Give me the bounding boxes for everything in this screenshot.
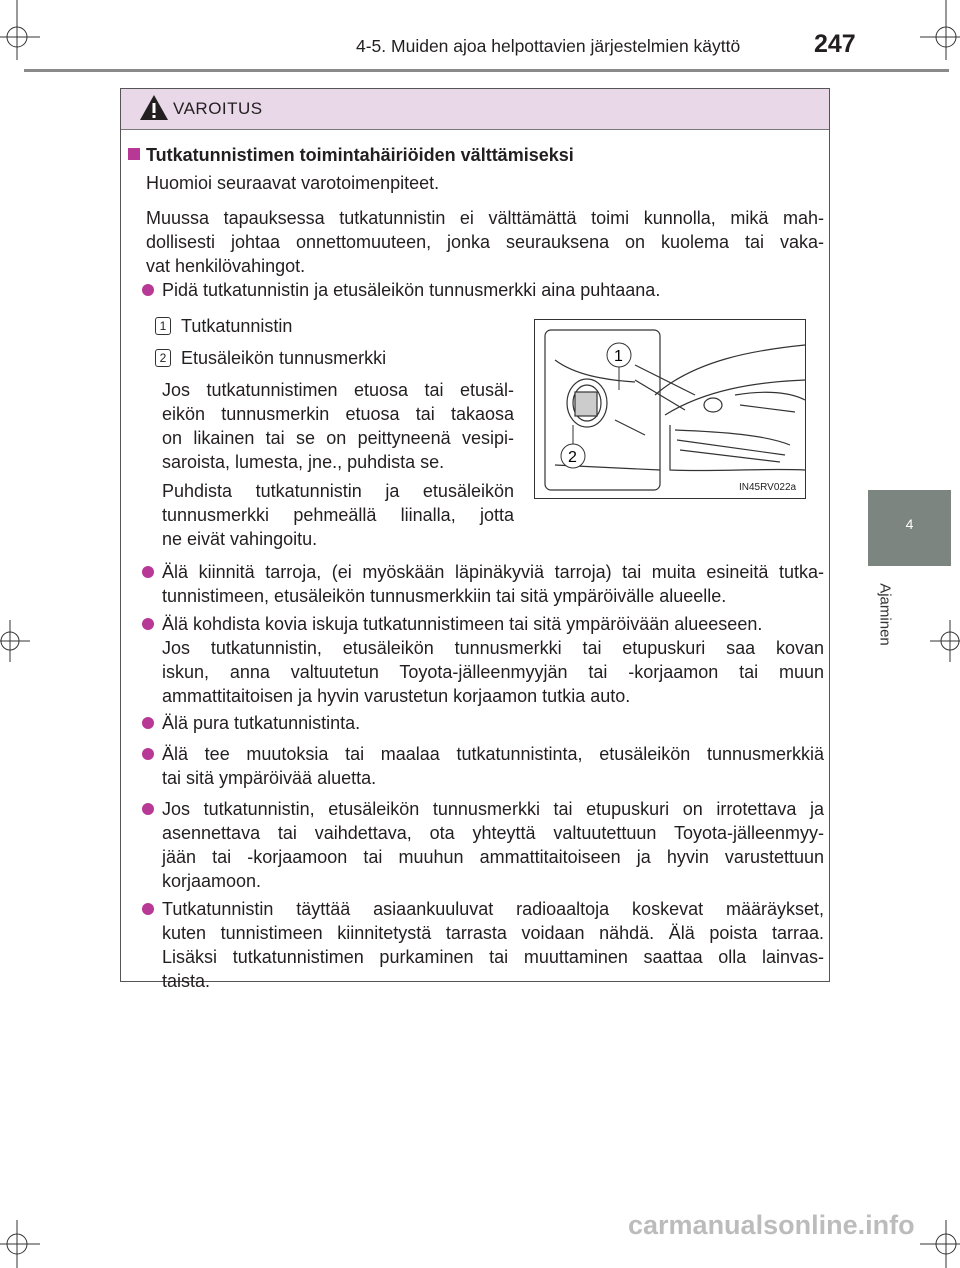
header-divider — [24, 69, 949, 72]
clean-note-line: Jos tutkatunnistimen etuosa tai etusäl- — [162, 380, 514, 400]
legend-number: 1 — [155, 317, 171, 335]
bullet-line: Tutkatunnistin täyttää asiaankuuluvat radioaaltoja koskevat määräykset, — [162, 899, 824, 919]
consequence-line: Muussa tapauksessa tutkatunnistin ei välttämättä toimi kunnolla, mikä mah- — [146, 208, 824, 228]
bullet-dot-icon — [142, 618, 154, 630]
figure-callout-2: 2 — [568, 449, 577, 466]
bullet-line: jään tai -korjaamoon tai muuhun ammattitaitoiseen ja hyvin varustettuun — [162, 847, 824, 867]
bullet-text: Pidä tutkatunnistin ja etusäleikön tunnusmerkki aina puhtaana. — [162, 280, 661, 300]
consequence-line: dollisesti johtaa onnettomuuteen, jonka seurauksena on kuolema tai vaka- — [146, 232, 824, 252]
section-square-bullet-icon — [128, 148, 140, 160]
bullet-line: Älä kohdista kovia iskuja tutkatunnistimeen tai sitä ympäröivään alueeseen. — [162, 614, 763, 634]
bullet-line: kuten tunnistimeen kiinnitetystä tarrasta voidaan nähdä. Älä poista tarraa. — [162, 923, 824, 943]
bullet-line: ammattitaitoisen ja hyvin varustetun korjaamon tutkia auto. — [162, 686, 631, 706]
bullet-line: asennettava tai vaihdettava, ota yhteyttä valtuutettuun Toyota-jälleenmyy- — [162, 823, 824, 843]
bullet-line: Lisäksi tutkatunnistimen purkaminen tai muuttaminen saattaa olla lainvas- — [162, 947, 824, 967]
car-front-illustration — [535, 320, 805, 498]
bullet-line: Älä kiinnitä tarroja, (ei myöskään läpinäkyviä tarroja) tai muita esineitä tutka- — [162, 562, 824, 582]
warning-header — [121, 89, 829, 130]
watermark: carmanualsonline.info — [628, 1210, 915, 1240]
legend-label: Etusäleikön tunnusmerkki — [181, 348, 387, 368]
bullet-dot-icon — [142, 566, 154, 578]
section-title: 4-5. Muiden ajoa helpottavien järjestelmien käyttö — [356, 36, 741, 56]
chapter-label: Ajaminen — [876, 583, 894, 646]
bullet-line: Jos tutkatunnistin, etusäleikön tunnusmerkki tai etupuskuri saa kovan — [162, 638, 824, 658]
chapter-tab — [868, 490, 951, 566]
bullet-line: Älä pura tutkatunnistinta. — [162, 713, 361, 733]
bullet-line: korjaamoon. — [162, 871, 262, 891]
bullet-line: tunnistimeen, etusäleikön tunnusmerkkiin tai sitä ympäröivälle alueelle. — [162, 586, 727, 606]
figure-code: IN45RV022a — [739, 482, 797, 493]
consequence-line: vat henkilövahingot. — [146, 256, 306, 276]
figure-callout-1: 1 — [614, 348, 623, 365]
page-number: 247 — [814, 30, 856, 58]
bullet-line: taista. — [162, 971, 211, 991]
bullet-dot-icon — [142, 803, 154, 815]
clean-note-line: saroista, lumesta, jne., puhdista se. — [162, 452, 445, 472]
chapter-number: 4 — [905, 516, 914, 532]
clean-note-line: on likainen tai se on peittyneenä vesipi- — [162, 428, 514, 448]
bullet-line: tai sitä ympäröivää aluetta. — [162, 768, 377, 788]
radar-sensor-figure — [534, 319, 806, 499]
bullet-line: iskun, anna valtuutetun Toyota-jälleenmyyjän tai -korjaamon tai muun — [162, 662, 824, 682]
bullet-dot-icon — [142, 717, 154, 729]
warning-title: VAROITUS — [173, 99, 263, 118]
legend-number: 2 — [155, 349, 171, 367]
bullet-dot-icon — [142, 903, 154, 915]
bullet-line: Älä tee muutoksia tai maalaa tutkatunnistinta, etusäleikön tunnusmerkkiä — [162, 744, 824, 764]
chapter-label-wrapper — [867, 578, 903, 658]
warning-triangle-icon — [139, 93, 169, 121]
legend-label: Tutkatunnistin — [181, 316, 293, 336]
clean-note-line: eikön tunnusmerkin etuosa tai takaosa — [162, 404, 514, 424]
warning-heading: Tutkatunnistimen toimintahäiriöiden välttämiseksi — [146, 145, 574, 165]
wipe-note-line: ne eivät vahingoitu. — [162, 529, 318, 549]
bullet-line: Jos tutkatunnistin, etusäleikön tunnusmerkki tai etupuskuri on irrotettava ja — [162, 799, 824, 819]
wipe-note-line: Puhdista tutkatunnistin ja etusäleikön — [162, 481, 514, 501]
warning-intro: Huomioi seuraavat varotoimenpiteet. — [146, 173, 440, 193]
bullet-dot-icon — [142, 748, 154, 760]
bullet-dot-icon — [142, 284, 154, 296]
wipe-note-line: tunnusmerkki pehmeällä liinalla, jotta — [162, 505, 514, 525]
